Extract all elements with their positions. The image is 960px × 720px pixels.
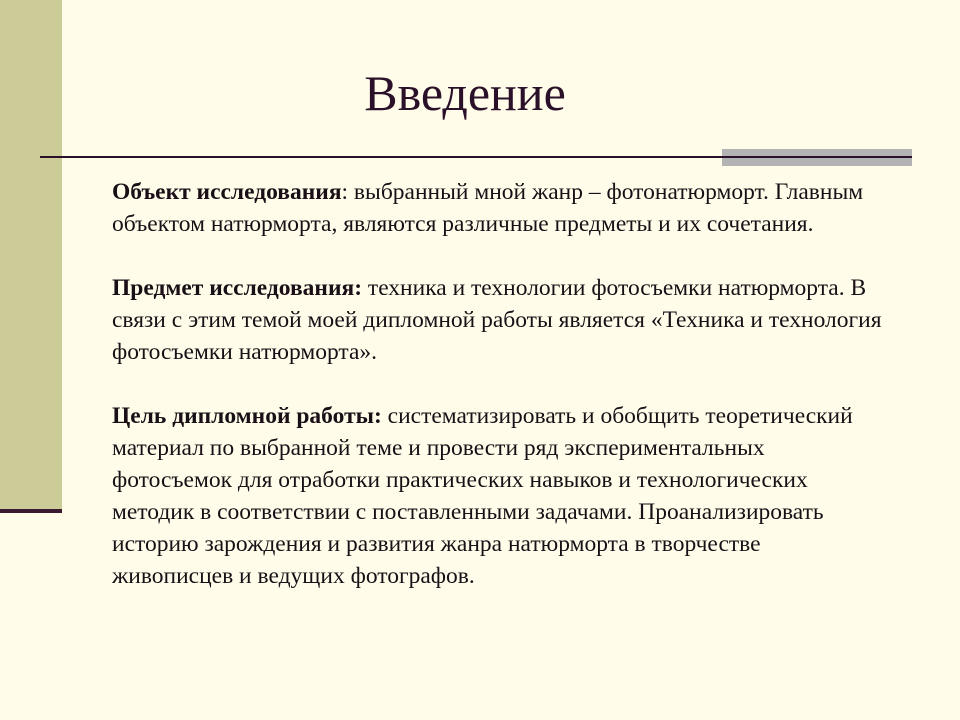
paragraph-text: систематизировать и обобщить теоретический материал по выбранной теме и провести ряд экспериментальных фотосъемок для отработки практических навыков и технологических методик в соответствии с поставленными задачами. Проанализировать историю зарождения и развития жанра натюрморта в творчестве живописцев и ведущих фотографов. (112, 403, 853, 589)
title-divider-accent-line (722, 156, 912, 158)
slide-title: Введение (364, 65, 566, 121)
left-band-bottom-edge (0, 509, 62, 513)
paragraph-research-subject (112, 272, 882, 368)
slide-body (112, 176, 882, 624)
paragraph-label: Объект исследования (112, 179, 342, 205)
paragraph-label: Предмет исследования: (112, 275, 363, 301)
paragraph-thesis-goal (112, 400, 882, 592)
paragraph-text: техника и технологии фотосъемки натюрморта. В связи с этим темой моей дипломной работы является «Техника и технология фотосъемки натюрморта». (112, 275, 882, 365)
paragraph-label: Цель дипломной работы: (112, 403, 382, 429)
paragraph-research-object (112, 176, 882, 240)
paragraph-text: : выбранный мной жанр – фотонатюрморт. Главным объектом натюрморта, являются различные предметы и их сочетания. (112, 179, 864, 237)
